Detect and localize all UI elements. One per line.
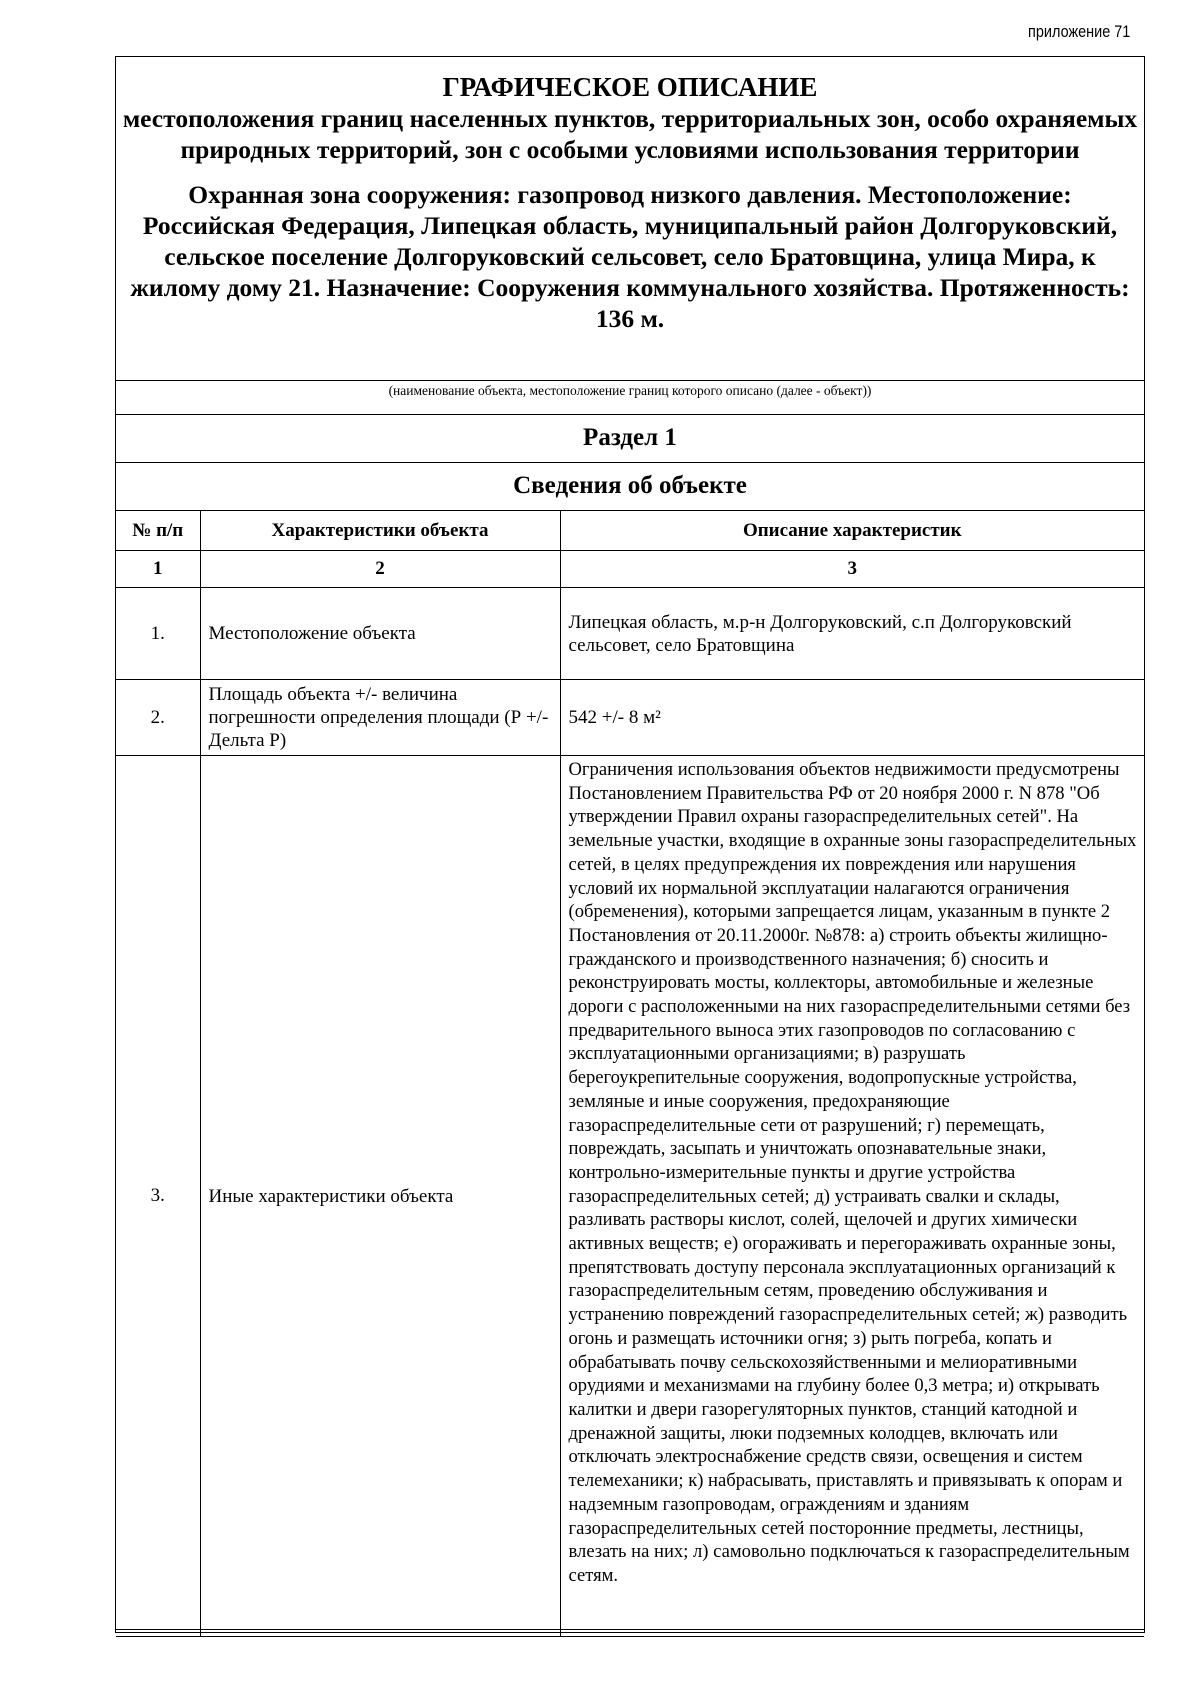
row-characteristic: Площадь объекта +/- величина погрешности определения площади (Р +/- Дельта Р) [200, 680, 560, 756]
row-description: Липецкая область, м.р-н Долгоруковский, с.п Долгоруковский сельсовет, село Братовщина [560, 588, 1144, 680]
section-number: Раздел 1 [116, 414, 1144, 462]
column-header-description: Описание характеристик [560, 511, 1144, 551]
object-caption: (наименование объекта, местоположение границ которого описано (далее - объект)) [116, 380, 1144, 414]
bottom-double-line [116, 1629, 1144, 1630]
column-header-num: № п/п [116, 511, 200, 551]
row-number: 3. [116, 756, 200, 1637]
object-info-table [116, 510, 1144, 1637]
document-header [116, 57, 1144, 380]
section-title: Сведения об объекте [116, 462, 1144, 510]
row-number: 2. [116, 680, 200, 756]
row-characteristic: Местоположение объекта [200, 588, 560, 680]
table-row [116, 756, 1144, 1637]
row-characteristic: Иные характеристики объекта [200, 756, 560, 1637]
appendix-label: приложение 71 [1027, 22, 1130, 41]
table-row [116, 680, 1144, 756]
column-number: 1 [116, 551, 200, 588]
document-title: ГРАФИЧЕСКОЕ ОПИСАНИЕ [442, 72, 818, 102]
table-header-row [116, 511, 1144, 551]
row-number: 1. [116, 588, 200, 680]
row-description: 542 +/- 8 м² [560, 680, 1144, 756]
column-header-characteristic: Характеристики объекта [200, 511, 560, 551]
object-name: Охранная зона сооружения: газопровод низкого давления. Местоположение: Российская Федерация, Липецкая область, муниципальный район Долгоруковский, сельское поселение Долгоруковский сельсовет, село Братовщина, улица Мира, к жилому дому 21. Назначение: Сооружения коммунального хозяйства. Протяженность: 136 м. [130, 180, 1130, 333]
document-frame [115, 56, 1145, 1633]
column-number: 3 [560, 551, 1144, 588]
table-row [116, 588, 1144, 680]
column-number: 2 [200, 551, 560, 588]
document-subtitle: местоположения границ населенных пунктов, территориальных зон, особо охраняемых природных территорий, зон с особыми условиями использования территории [122, 104, 1138, 164]
row-description: Ограничения использования объектов недвижимости предусмотрены Постановлением Правительства РФ от 20 ноября 2000 г. N 878 "Об утверждении Правил охраны газораспределительных сетей". На земельные участки, входящие в охранные зоны газораспределительных сетей, в целях предупреждения их повреждения или нарушения условий их нормальной эксплуатации налагаются ограничения (обременения), которыми запрещается лицам, указанным в пункте 2 Постановления от 20.11.2000г. №878: а) строить объекты жилищно-гражданского и производственного назначения; б) сносить и реконструировать мосты, коллекторы, автомобильные и железные дороги с расположенными на них газораспределительными сетями без предварительного выноса этих газопроводов по согласованию с эксплуатационными организациями; в) разрушать берегоукрепительные сооружения, водопропускные устройства, земляные и иные сооружения, предохраняющие газораспределительные сети от разрушений; г) перемещать, повреждать, засыпать и уничтожать опознавательные знаки, контрольно-измерительные пункты и другие устройства газораспределительных сетей; д) устраивать свалки и склады, разливать растворы кислот, солей, щелочей и других химически активных веществ; е) огораживать и перегораживать охранные зоны, препятствовать доступу персонала эксплуатационных организаций к газораспределительным сетям, проведению обслуживания и устранению повреждений газораспределительных сетей; ж) разводить огонь и размещать источники огня; з) рыть погреба, копать и обрабатывать почву сельскохозяйственными и мелиоративными орудиями и механизмами на глубину более 0,3 метра; и) открывать калитки и двери газорегуляторных пунктов, станций катодной и дренажной защиты, люки подземных колодцев, включать или отключать электроснабжение средств связи, освещения и систем телемеханики; к) набрасывать, приставлять и привязывать к опорам и надземным газопроводам, ограждениям и зданиям газораспределительных сетей посторонние предметы, лестницы, влезать на них; л) самовольно подключаться к газораспределительным сетям. [560, 756, 1144, 1637]
column-number-row [116, 551, 1144, 588]
